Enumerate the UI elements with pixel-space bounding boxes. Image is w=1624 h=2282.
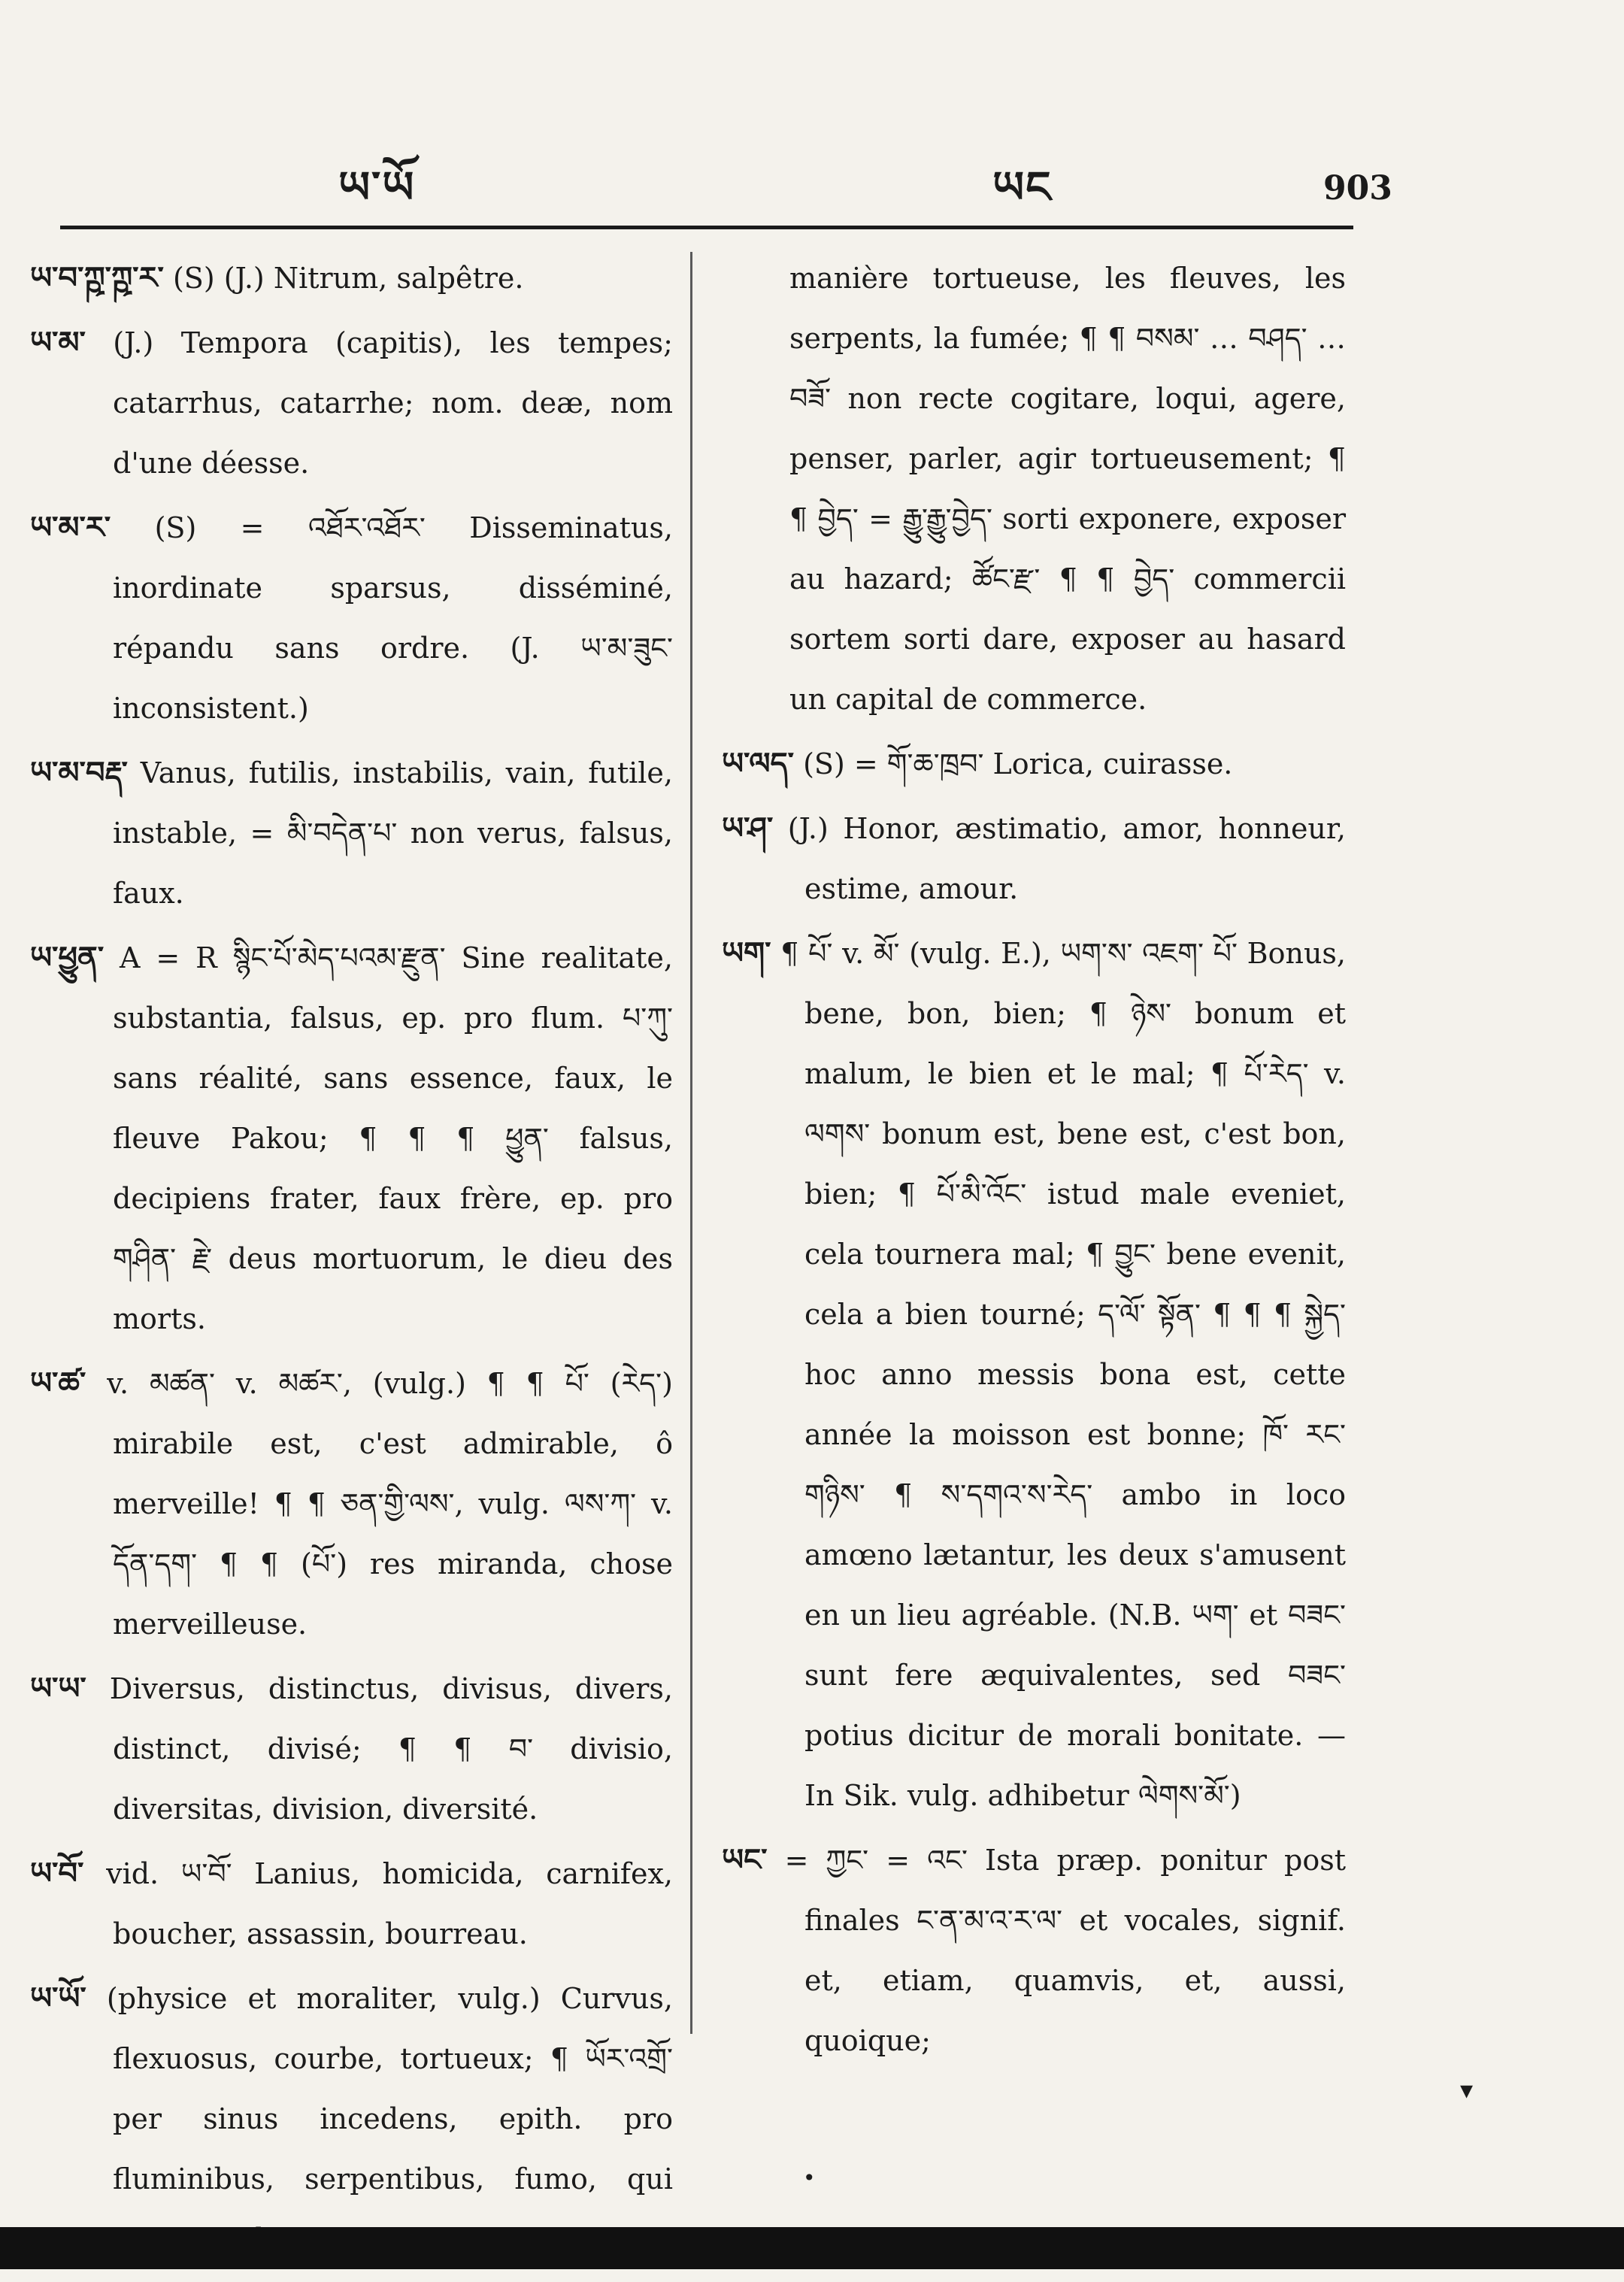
scan-bottom-bar: [0, 2227, 1624, 2269]
entry-body: (S) = འཐོར་འཐོར་ Disseminatus, inordinate sparsus, disséminé, répandu sans ordre. (J. ཡ་མ་ཟུང་ inconsistent.): [113, 511, 673, 725]
entry-headword: ཡག་: [722, 935, 771, 971]
dictionary-entry: [30, 1353, 673, 1654]
entry-body: A = R སྙིང་པོ་མེད་པའམ་རྫུན་ Sine realitate, substantia, falsus, ep. pro flum. པ་ཀུ་ sans réalité, sans essence, faux, le fleuve Pakou; ¶ ¶ ¶ ཕྱུན་ falsus, decipiens frater, faux frère, ep. pro གཤིན་ རྗེ་ deus mortuorum, le dieu des morts.: [113, 941, 673, 1335]
entry-headword: ཡ་ཚ་: [30, 1365, 86, 1401]
entry-body: = ཀྱང་ = འང་ Ista præp. ponitur post finales ང་ན་མ་འ་ར་ལ་ et vocales, signif. et, etiam, quamvis, et, aussi, quoique;: [784, 1844, 1346, 2057]
left-column: [30, 248, 673, 2274]
dictionary-entry: [30, 1968, 673, 2269]
running-head-right: ཡང: [992, 162, 1053, 213]
entry-body: (S) = གོ་ཆ་ཁྲབ་ Lorica, cuirasse.: [803, 747, 1233, 780]
entry-body: manière tortueuse, les fleuves, les serpents, la fumée; ¶ ¶ བསམ་ … བཤད་ … བཟོ་ non recte cogitare, loqui, agere, penser, parler, agir tortueusement; ¶ ¶ བྱེད་ = རྒྱུ་རྒྱུ་བྱེད་ sorti exponere, exposer au hazard; ཚོང་རྫ་ ¶ ¶ བྱེད་ commercii sortem sorti dare, exposer au hasard un capital de commerce.: [789, 262, 1346, 716]
entry-body: (J.) Honor, æstimatio, amor, honneur, estime, amour.: [787, 812, 1346, 905]
margin-dot: •: [803, 2165, 816, 2190]
dictionary-entry: [30, 1659, 673, 1839]
entry-headword: ཡ་ཤ་: [722, 811, 774, 846]
entry-body: (S) (J.) Nitrum, salpêtre.: [172, 262, 524, 295]
dictionary-entry: [30, 313, 673, 493]
header-rule: [60, 226, 1353, 229]
entry-body: v. མཚན་ v. མཚར་, (vulg.) ¶ ¶ པོ་ (རེད་) mirabile est, c'est admirable, ô merveille! ¶ ¶ ཅན་གྱི་ལས་, vulg. ལས་ཀ་ v. དོན་དག་ ¶ ¶ (པོ་) res miranda, chose merveilleuse.: [107, 1367, 673, 1641]
dictionary-entry: [30, 248, 673, 308]
entry-body: (physice et moraliter, vulg.) Curvus, flexuosus, courbe, tortueux; ¶ ཡོར་འགྲོ་ per sinus incedens, epith. pro fluminibus, serpentibus, fumo, qui: [106, 1982, 673, 2196]
dictionary-entry: [30, 1844, 673, 1964]
dictionary-entry: [30, 928, 673, 1349]
entry-body: Vanus, futilis, instabilis, vain, futile, instable, = མི་བདེན་པ་ non verus, falsus, faux.: [113, 756, 673, 910]
entry-headword: ཡ་མ་: [30, 325, 86, 360]
dictionary-entry: [30, 743, 673, 923]
entry-body: (J.) Tempora (capitis), les tempes; catarrhus, catarrhe; nom. deæ, nom d'une déesse.: [113, 326, 673, 480]
dictionary-entry: [30, 498, 673, 738]
dictionary-entry: [722, 1830, 1346, 2071]
entry-headword: ཡ་ཕྱུན་: [30, 940, 105, 975]
entry-headword: ཡ་མ་ར་: [30, 510, 111, 545]
margin-corner-mark: ▾: [1460, 2075, 1474, 2105]
dictionary-entry-continuation: [722, 248, 1346, 729]
entry-body: vid. ཡ་བོ་ Lanius, homicida, carnifex, boucher, assassin, bourreau.: [106, 1857, 673, 1950]
entry-headword: ཡ་ལད་: [722, 746, 794, 781]
entry-headword: ཡང་: [722, 1842, 768, 1877]
dictionary-entry: [722, 799, 1346, 919]
column-divider: [690, 252, 692, 2034]
entry-headword: ཡ་བོ་: [30, 1856, 84, 1891]
entry-body: ¶ པོ་ v. མོ་ (vulg. E.), ཡག་ས་ འཇག་ པོ་ Bonus, bene, bon, bien; ¶ ཉེས་ bonum et malum, le bien et le mal; ¶ པོ་རེད་ v. ལགས་ bonum est, bene est, c'est bon, bien; ¶ པོ་མི་འོང་ istud male eveniet, cela tournera mal; ¶ བྱུང་ bene evenit, cela a bien tourné; ད་ལོ་ སྟོན་ ¶ ¶ ¶ སྐྱེད་ hoc anno messis bona est, cette année la moisson est bonne; ཁོ་ རང་གཉིས་ ¶ ས་དགའ་ས་རེད་ ambo in loco amœno lætantur, les deux s'amusent en un lieu agréable. (N.B. ཡག་ et བཟང་ sunt fere æquivalentes, sed བཟང་ potius dicitur de morali bonitate. — In Sik. vulg. adhibetur ལེགས་མོ་): [780, 937, 1346, 1812]
page-number: 903: [1323, 169, 1392, 208]
entry-headword: ཡ་ཡོ་: [30, 1980, 86, 2016]
entry-headword: ཡ་ཡ་: [30, 1671, 86, 1706]
dictionary-entry: [722, 734, 1346, 794]
dictionary-entry: [722, 923, 1346, 1826]
running-head-left: ཡ་ཡོ: [338, 162, 416, 213]
entry-headword: ཡ་བ་ཀྵ་ཀྵ་ར་: [30, 260, 164, 295]
entry-headword: ཡ་མ་བརྡ་: [30, 755, 128, 790]
right-column: [722, 248, 1346, 2075]
entry-body: Diversus, distinctus, divisus, divers, distinct, divisé; ¶ ¶ བ་ divisio, diversitas, division, diversité.: [109, 1672, 673, 1826]
